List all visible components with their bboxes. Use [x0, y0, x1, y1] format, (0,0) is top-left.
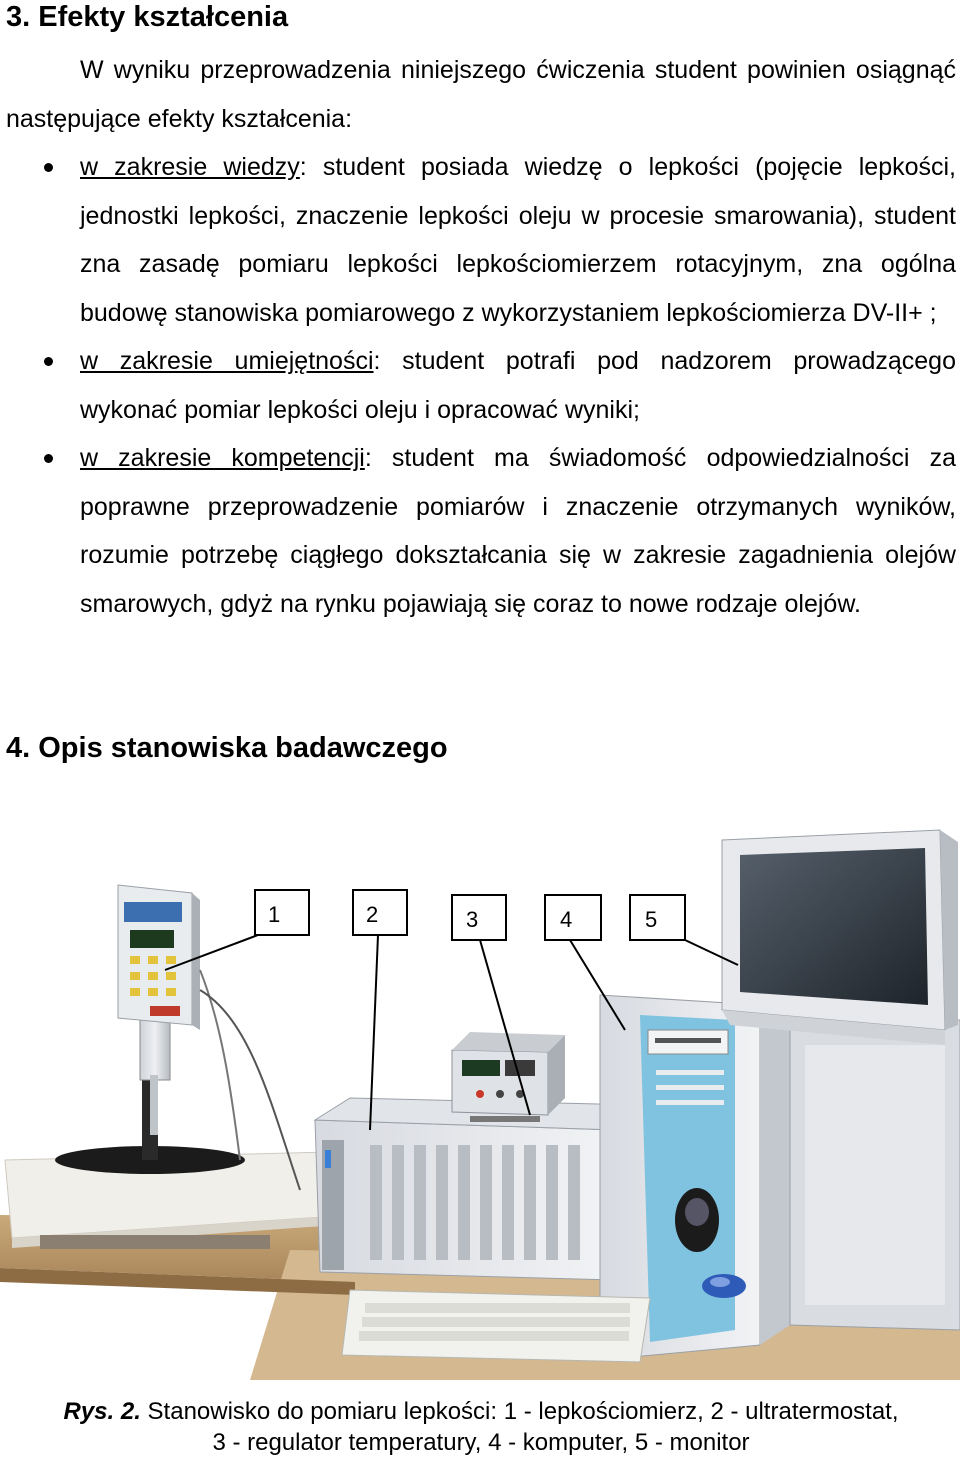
keyboard — [342, 1290, 650, 1362]
callout-3 — [452, 895, 506, 940]
bullet-label: w zakresie wiedzy — [80, 153, 300, 181]
callout-label: 1 — [268, 902, 281, 927]
bullet-icon — [44, 163, 53, 172]
bullet-icon — [44, 454, 53, 463]
monitor — [722, 830, 958, 1045]
list-item — [80, 434, 956, 628]
bullet-text: student potrafi pod nadzorem prowadzącego wykonać pomiar lepkości oleju i opracować wyniki; — [80, 347, 956, 424]
caption-label: Rys. 2. — [63, 1398, 141, 1425]
callout-label: 2 — [366, 902, 379, 927]
bullet-separator: : — [364, 444, 372, 472]
mouse — [702, 1274, 746, 1298]
bullet-text: student posiada wiedzę o lepkości (pojęcie lepkości, jednostki lepkości, znaczenie lepkości oleju w procesie smarowania), student zna zasadę pomiaru lepkości lepkościomierzem rotacyjnym, zna ogólna budowę stanowiska pomiarowego z wykorzystaniem lepkościomierza DV-II+ ; — [80, 153, 956, 327]
learning-outcomes-list — [80, 143, 956, 628]
intro-paragraph: W wyniku przeprowadzenia niniejszego ćwiczenia student powinien osiągnąć następujące efekty kształcenia: — [6, 56, 956, 133]
section-4-heading: 4. Opis stanowiska badawczego — [6, 732, 448, 764]
bullet-icon — [44, 357, 53, 366]
callout-line-4 — [570, 940, 625, 1030]
bullet-separator: : — [299, 153, 307, 181]
callout-5 — [630, 895, 685, 940]
side-cabinet — [790, 1020, 960, 1330]
section-3-heading: 3. Efekty kształcenia — [6, 1, 289, 33]
list-item — [80, 337, 956, 434]
callout-label: 3 — [466, 907, 479, 932]
callout-4 — [545, 895, 601, 940]
bullet-text: student ma świadomość odpowiedzialności za poprawne przeprowadzenie pomiarów i znaczenie otrzymanych wyników, rozumie potrzebę ciągłego dokształcania się w zakresie zagadnienia olejów smarowych, gdyż na rynku pojawiają się coraz to nowe rodzaje olejów. — [80, 444, 957, 618]
temperature-regulator — [452, 1032, 565, 1122]
ultrathermostat — [315, 1098, 640, 1280]
list-item — [80, 143, 956, 337]
bullet-label: w zakresie kompetencji — [80, 444, 365, 472]
callout-2 — [353, 890, 407, 935]
caption-line-2: 3 - regulator temperatury, 4 - komputer, 5 - monitor — [212, 1429, 750, 1456]
callout-label: 4 — [560, 907, 573, 932]
caption-line-1: Stanowisko do pomiaru lepkości: 1 - lepkościomierz, 2 - ultratermostat, — [140, 1398, 899, 1425]
bullet-label: w zakresie umiejętności — [80, 347, 374, 375]
figure-caption — [6, 1396, 956, 1458]
callout-label: 5 — [645, 907, 658, 932]
callout-1 — [255, 890, 309, 935]
setup-illustration — [0, 820, 960, 1385]
bullet-separator: : — [373, 347, 381, 375]
setup-photo — [0, 820, 960, 1385]
